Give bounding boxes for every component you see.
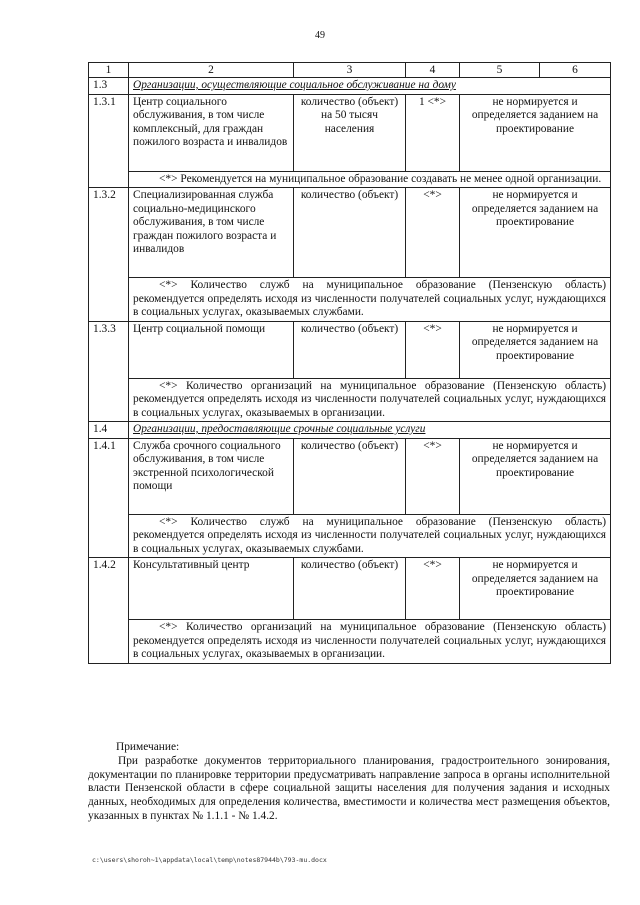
section-row	[89, 78, 611, 95]
unit-cell: количество (объект)	[294, 321, 406, 378]
footnote-title: Примечание:	[116, 741, 180, 753]
section-title: Организации, осуществляющие социальное обслуживание на дому	[129, 78, 611, 95]
table-row	[89, 188, 611, 278]
norm-cell: не нормируется и определяется заданием на проектирование	[460, 438, 611, 514]
row-note: <*> Количество организаций на муниципальное образование (Пензенскую область) рекомендуется определять исходя из численности получателей социальных услуг, нуждающихся в социальных услугах, оказываемых в организации.	[133, 379, 606, 419]
row-number: 1.3.2	[89, 188, 129, 322]
row-number: 1.4.1	[89, 438, 129, 558]
norm-cell: не нормируется и определяется заданием на проектирование	[460, 558, 611, 620]
value-cell: <*>	[406, 188, 460, 278]
norm-cell: не нормируется и определяется заданием на проектирование	[460, 321, 611, 378]
section-number: 1.4	[89, 422, 129, 439]
footnote-block	[88, 741, 610, 824]
row-note: <*> Количество служб на муниципальное образование (Пензенскую область) рекомендуется определять исходя из численности получателей социальных услуг, нуждающихся в социальных услугах, оказываемых службами.	[133, 279, 606, 318]
row-number: 1.4.2	[89, 558, 129, 664]
value-cell: 1 <*>	[406, 94, 460, 171]
unit-cell: количество (объект) на 50 тысяч населения	[294, 94, 406, 171]
object-name: Центр социального обслуживания, в том числе комплексный, для граждан пожилого возраста и инвалидов	[129, 94, 294, 171]
note-row	[89, 278, 611, 322]
footnote-text: При разработке документов территориального планирования, градостроительного зонирования, документации по планировке территории предусматривать направление запроса в органы исполнительной власти Пензенской области в сфере социальной защиты населения для получения задания и исходных данных, необходимых для определения количества, вместимости и количества мест размещения объектов, указанных в пунктах № 1.1.1 - № 1.4.2.	[88, 754, 610, 822]
header-cell: 3	[294, 63, 406, 78]
value-cell: <*>	[406, 438, 460, 514]
object-name: Центр социальной помощи	[129, 321, 294, 378]
page-number: 49	[315, 30, 325, 41]
header-cell: 5	[460, 63, 540, 78]
note-row	[89, 620, 611, 664]
table-row	[89, 438, 611, 514]
header-cell: 1	[89, 63, 129, 78]
norm-cell: не нормируется и определяется заданием на проектирование	[460, 188, 611, 278]
row-note: <*> Рекомендуется на муниципальное образование создавать не менее одной организации.	[159, 172, 602, 185]
header-cell: 4	[406, 63, 460, 78]
table-row	[89, 321, 611, 378]
row-note: <*> Количество служб на муниципальное образование (Пензенскую область) рекомендуется определять исходя из численности получателей социальных услуг, нуждающихся в социальных услугах, оказываемых службами.	[133, 515, 606, 555]
row-note: <*> Количество организаций на муниципальное образование (Пензенскую область) рекомендуется определять исходя из численности получателей социальных услуг, нуждающихся в социальных услугах, оказываемых в организации.	[133, 621, 606, 660]
row-number: 1.3.1	[89, 94, 129, 188]
header-cell: 6	[540, 63, 611, 78]
table-header-row	[89, 63, 611, 78]
object-name: Консультативный центр	[129, 558, 294, 620]
value-cell: <*>	[406, 558, 460, 620]
unit-cell: количество (объект)	[294, 558, 406, 620]
note-row	[89, 378, 611, 422]
row-number: 1.3.3	[89, 321, 129, 422]
note-row	[89, 514, 611, 558]
unit-cell: количество (объект)	[294, 438, 406, 514]
object-name: Специализированная служба социально-медицинского обслуживания, в том числе граждан пожилого возраста и инвалидов	[129, 188, 294, 278]
norm-cell: не нормируется и определяется заданием на проектирование	[460, 94, 611, 171]
table-row	[89, 558, 611, 620]
section-title: Организации, предоставляющие срочные социальные услуги	[129, 422, 611, 439]
object-name: Служба срочного социального обслуживания, в том числе экстренной психологической помощи	[129, 438, 294, 514]
header-cell: 2	[129, 63, 294, 78]
note-row	[89, 171, 611, 188]
section-number: 1.3	[89, 78, 129, 95]
section-row	[89, 422, 611, 439]
table-row	[89, 94, 611, 171]
value-cell: <*>	[406, 321, 460, 378]
unit-cell: количество (объект)	[294, 188, 406, 278]
file-path: c:\users\shoroh~1\appdata\local\temp\notes87944b\793-mu.docx	[92, 856, 327, 864]
norms-table	[88, 62, 611, 664]
